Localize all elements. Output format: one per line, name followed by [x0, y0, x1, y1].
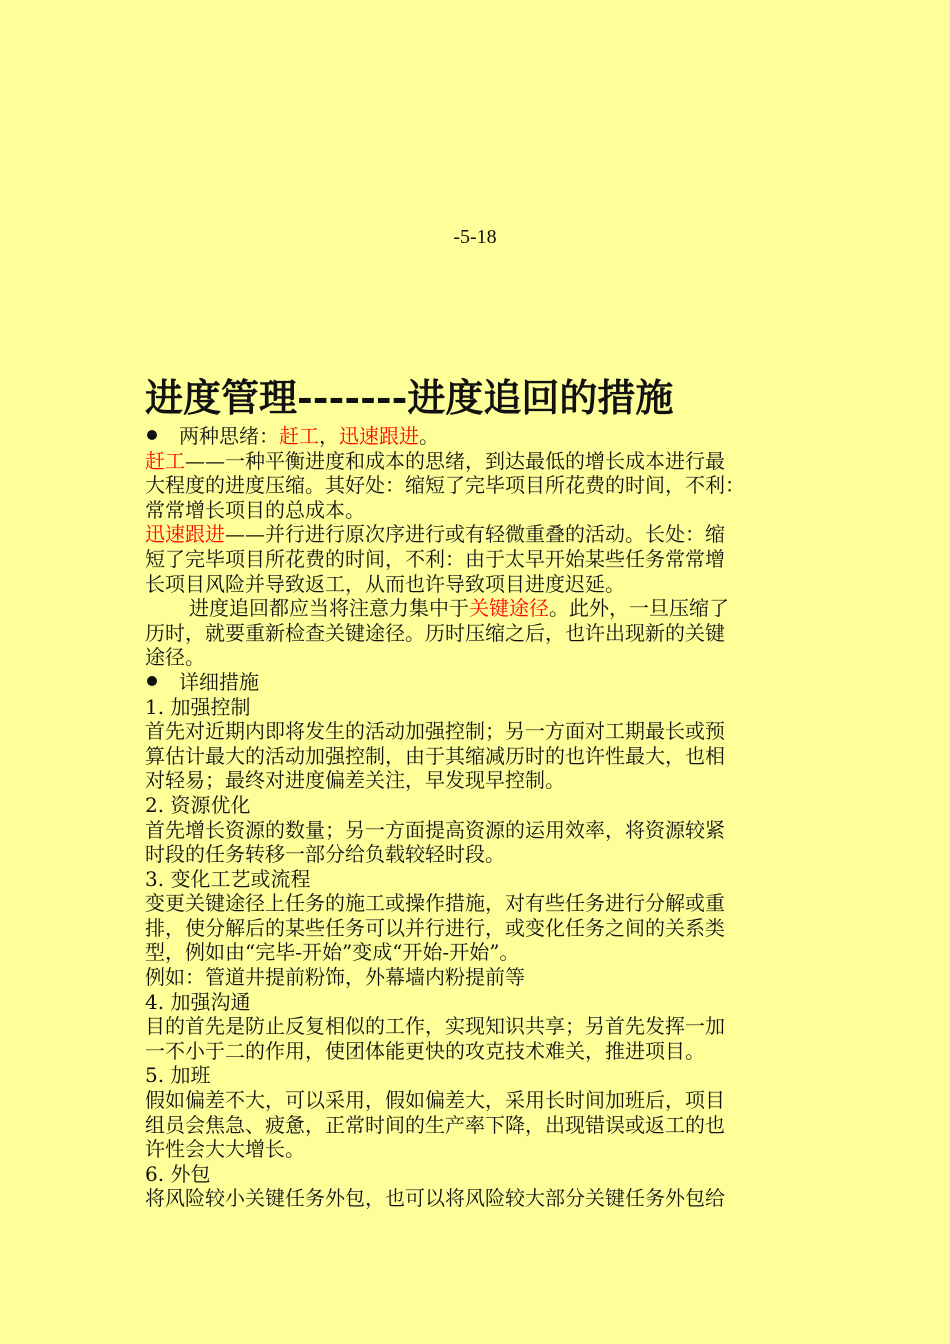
text-segment: 算估计最大的活动加强控制，由于其缩减历时的也许性最大，也相	[145, 743, 725, 768]
text-segment: ，	[319, 424, 339, 448]
text-segment: 将风险较小关键任务外包，也可以将风险较大部分关键任务外包给	[145, 1186, 725, 1211]
text-line	[145, 621, 817, 646]
text-line	[145, 522, 817, 547]
text-line	[145, 916, 817, 941]
text-segment: 详细措施	[179, 669, 259, 694]
text-line	[145, 695, 817, 720]
text-segment: 例如：管道井提前粉饰，外幕墙内粉提前等	[145, 965, 525, 990]
text-line	[145, 891, 817, 916]
text-line	[145, 719, 817, 744]
text-segment: ——并行进行原次序进行或有轻微重叠的活动。长处：缩	[225, 522, 725, 547]
text-segment: 6. 外包	[145, 1161, 211, 1186]
text-segment: 进度追回都应当将注意力集中于	[189, 596, 469, 621]
text-segment: 许性会大大增长。	[145, 1137, 305, 1162]
text-line	[145, 842, 817, 867]
text-line	[145, 1014, 817, 1039]
highlighted-term: 迅速跟进	[145, 522, 225, 547]
text-segment: 型，例如由“完毕-开始”变成“开始-开始”。	[145, 940, 520, 965]
text-segment: 长项目风险并导致返工，从而也许导致项目进度迟延。	[145, 571, 625, 596]
text-line	[145, 596, 817, 621]
text-segment: 3. 变化工艺或流程	[145, 866, 311, 891]
text-segment: 4. 加强沟通	[145, 989, 251, 1014]
bullet-item	[145, 424, 817, 449]
text-segment: 常常增长项目的总成本。	[145, 497, 365, 522]
text-line	[145, 1039, 817, 1064]
bullet-item	[145, 670, 817, 695]
text-segment: 假如偏差不大，可以采用，假如偏差大，采用长时间加班后，项目	[145, 1088, 725, 1113]
text-segment: 历时，就要重新检查关键途径。历时压缩之后，也许出现新的关键	[145, 620, 725, 645]
text-line	[145, 449, 817, 474]
text-segment: 短了完毕项目所花费的时间，不利：由于太早开始某些任务常常增	[145, 546, 725, 571]
highlighted-term: 赶工	[279, 424, 319, 448]
text-line	[145, 744, 817, 769]
text-segment: 对轻易；最终对进度偏差关注，早发现早控制。	[145, 768, 565, 793]
text-segment: 时段的任务转移一部分给负载较轻时段。	[145, 842, 505, 867]
text-segment: 大程度的进度压缩。其好处：缩短了完毕项目所花费的时间，不利：	[145, 473, 745, 498]
text-line	[145, 498, 817, 523]
text-segment: 两种思绪：	[179, 424, 279, 448]
text-line	[145, 473, 817, 498]
text-segment: 2. 资源优化	[145, 792, 251, 817]
text-segment: 途径。	[145, 645, 205, 670]
text-line	[145, 818, 817, 843]
text-line	[145, 867, 817, 892]
text-lines	[145, 424, 817, 1211]
text-segment: 首先增长资源的数量；另一方面提高资源的运用效率，将资源较紧	[145, 817, 725, 842]
text-segment: 首先对近期内即将发生的活动加强控制；另一方面对工期最长或预	[145, 719, 725, 744]
text-segment: 一不小于二的作用，使团体能更快的攻克技术难关，推进项目。	[145, 1038, 705, 1063]
document-title: 进度管理-------进度追回的措施	[145, 375, 674, 420]
text-line	[145, 768, 817, 793]
text-line	[145, 940, 817, 965]
text-segment: 。此外，一旦压缩了	[549, 596, 729, 621]
text-line	[145, 990, 817, 1015]
bullet-icon	[147, 676, 157, 686]
text-line	[145, 793, 817, 818]
text-line	[145, 965, 817, 990]
highlighted-term: 赶工	[145, 448, 185, 473]
text-segment: 组员会焦急、疲惫，正常时间的生产率下降，出现错误或返工的也	[145, 1112, 725, 1137]
document-body	[145, 372, 817, 1211]
text-segment: 。	[419, 424, 439, 448]
text-segment: 1. 加强控制	[145, 694, 251, 719]
highlighted-term: 迅速跟进	[339, 424, 419, 448]
text-line	[145, 1063, 817, 1088]
text-line	[145, 1137, 817, 1162]
text-segment: 变更关键途径上任务的施工或操作措施，对有些任务进行分解或重	[145, 891, 725, 916]
text-line	[145, 547, 817, 572]
text-segment: 5. 加班	[145, 1063, 211, 1088]
bullet-icon	[147, 430, 157, 440]
text-line	[145, 645, 817, 670]
highlighted-term: 关键途径	[469, 596, 549, 621]
text-line	[145, 1162, 817, 1187]
text-segment: 排，使分解后的某些任务可以并行进行，或变化任务之间的关系类	[145, 915, 725, 940]
text-line	[145, 1113, 817, 1138]
page-number: -5-18	[453, 226, 497, 248]
text-line	[145, 572, 817, 597]
text-line	[145, 1088, 817, 1113]
text-segment: 目的首先是防止反复相似的工作，实现知识共享；另首先发挥一加	[145, 1014, 725, 1039]
text-segment: ——一种平衡进度和成本的思绪，到达最低的增长成本进行最	[185, 448, 725, 473]
text-line	[145, 1186, 817, 1211]
